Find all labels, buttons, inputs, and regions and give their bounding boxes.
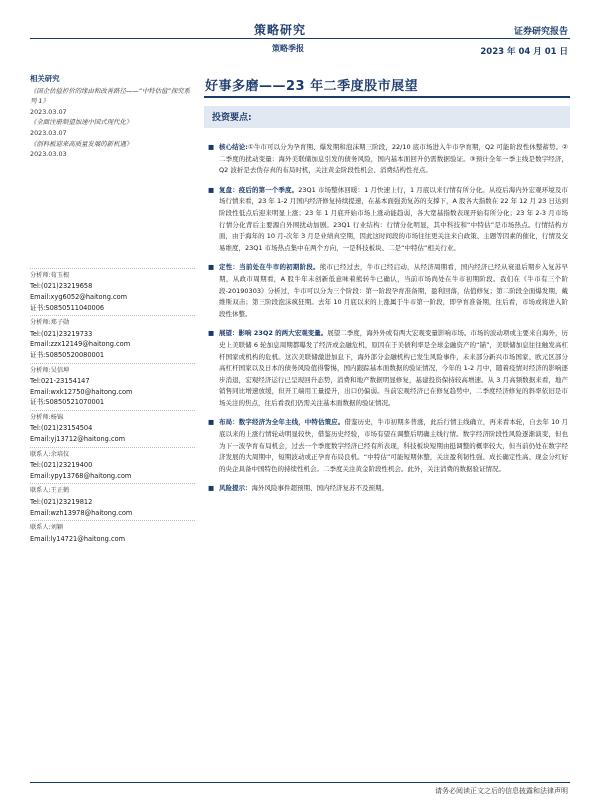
header-subtitle: 策略季报	[272, 44, 304, 53]
analyst-cert: 证书:S0850521070001	[30, 398, 105, 407]
paragraph-lead: 布局：数字经济为全年主线，中特估策应。	[219, 418, 345, 427]
paragraph-text: 熊市已经过去，牛市已经启动，从经济周期看，国内经济已经从衰退后期步入复苏早期，从政市周期看，A 股牛年未创新低意味着熊转牛已确认，当前市场尚处在牛市初期阶段。我们在《牛市有三个阶段-20190303》分析过，牛市可以分为三个阶段：第一阶段孕育准备期，盈利回落，估值修复；第二阶段全面爆发期，戴维斯双击；第三阶段泡沫疯狂期。去年 10 月底以来的上涨属于牛市第一阶段，即孕育准备期，往后看，市场或将进入阶段性休整。	[219, 263, 569, 318]
footer-disclaimer: 请务必阅读正文之后的信息披露和法律声明	[435, 787, 568, 795]
analyst-name: 分析师:吴信坤	[30, 366, 70, 374]
related-date: 2023.03.07	[30, 128, 67, 137]
title-rule	[204, 96, 570, 98]
contact-email[interactable]: Email:wzh13978@haitong.com	[30, 508, 133, 517]
paragraph-text: ①牛市可以分为孕育期、爆发期和泡沫期三阶段，22/10 底市场进入牛市孕育期，Q2 可能阶段性休整蓄势。②二季度的扰动变量：海外美联储加息引发的债务风险，国内基本面回升仍需数据验证。③预计全年一季主线是数字经济，Q2 波折是去伪存真的布局时机，关注黄金阶段性机会、消费结构性亮点。	[219, 143, 568, 175]
analyst-email[interactable]: Email:zzx12149@haitong.com	[30, 340, 131, 349]
contact-email[interactable]: Email:ly14721@haitong.com	[30, 534, 126, 543]
report-type: 证券研究报告	[513, 27, 568, 37]
keypoints-banner	[204, 106, 570, 128]
analyst-list	[30, 268, 195, 545]
header-title: 策略研究	[254, 23, 307, 37]
analyst-name: 分析师:郑子勋	[30, 319, 70, 327]
paragraph-text: 海外风险事件超预期、国内经济复苏不及预期。	[251, 484, 388, 493]
paragraph-core-conclusion	[208, 142, 568, 177]
related-item[interactable]: 《创科板迎来高质量发展的新机遇》	[30, 139, 133, 148]
bullet-icon: ■	[208, 484, 215, 493]
keypoints-label: 投资要点:	[212, 113, 252, 123]
report-body	[208, 142, 568, 503]
paragraph-lead: 核心结论:	[219, 143, 248, 151]
analyst-cert: 证书:S0850520080001	[30, 350, 105, 359]
analyst-block	[30, 520, 195, 544]
contact-name: 联系人:王正鹤	[30, 487, 70, 495]
paragraph-outlook	[208, 328, 568, 409]
paragraph-lead: 展望：影响 23Q2 的两大宏观变量。	[219, 329, 328, 338]
bullet-icon: ■	[208, 143, 215, 151]
paragraph-lead: 复盘：疫后的第一个季度。	[219, 185, 299, 194]
sidebar	[30, 74, 195, 546]
related-item[interactable]: 《全面注册制望加速中国式现代化》	[30, 118, 133, 127]
analyst-email[interactable]: Email:wxk12750@haitong.com	[30, 387, 133, 396]
contact-email[interactable]: Email:ypy13768@haitong.com	[30, 471, 132, 480]
bullet-icon: ■	[208, 185, 215, 194]
related-date: 2023.03.03	[30, 150, 67, 159]
contact-name: 联系人:刘颖	[30, 524, 64, 532]
contact-tel: Tel:(021)23219812	[30, 498, 93, 507]
related-item[interactable]: 《国企估值折价的缘由和改善路径——“中特估值”探究系列 1》	[30, 86, 190, 106]
analyst-tel: Tel:(021)23219733	[30, 329, 93, 338]
paragraph-review	[208, 185, 568, 255]
analyst-block	[30, 410, 195, 445]
paragraph-lead: 风险提示：	[219, 484, 252, 493]
report-date: 2023 年 04 月 01 日	[480, 47, 568, 57]
analyst-tel: Tel:(021)23219658	[30, 282, 93, 291]
related-date: 2023.03.07	[30, 107, 67, 116]
analyst-email[interactable]: Email:yj13712@haitong.com	[30, 435, 126, 444]
paragraph-positioning	[208, 262, 568, 320]
paragraph-risk	[208, 483, 568, 495]
bullet-icon: ■	[208, 263, 215, 272]
related-research-title: 相关研究	[30, 74, 60, 83]
related-list	[30, 86, 195, 160]
footer-rule	[30, 782, 570, 783]
paragraph-lead: 定性：当前处在牛市的初期阶段。	[219, 263, 320, 272]
contact-tel: Tel:(021)23219400	[30, 461, 93, 470]
paragraph-allocation	[208, 417, 568, 475]
analyst-block	[30, 363, 195, 408]
analyst-block	[30, 268, 195, 313]
analyst-block	[30, 447, 195, 482]
paragraph-text: 23Q1 市场整体回暖：1 月快速上行，1 月底以来行情有所分化。从疫后海内外宏观环境及市场行情来看，23 年 1-2 月国内经济修复持续提速，在基本面强劲复苏的支撑下，A 股各大指数在 22 年 12 月 23 日达到阶段性低点后迎来明显上涨；23 年 1 月底开始市场上涨动能趋弱，各大宽基指数表现开始有所分化；23 年 2-3 月市场行情分化背后主要源自外围扰动加剧。23Q1 行业结构：行情分化明显，其中科技和“中特估”是市场热点。行情结构方面，由于海年的 10 月-次年 3 月是业绩真空期，因此这时间段的市场往往更关注来自政策、主题等因素的催化，行情及交易维度，23Q1 市场热点集中在两个方向，一是科技板块、二是“中特估”相关行业。	[219, 185, 568, 252]
analyst-email[interactable]: Email:xyg6052@haitong.com	[30, 292, 128, 301]
contact-name: 联系人:余培仪	[30, 450, 70, 458]
analyst-name: 分析师:荀玉根	[30, 271, 70, 279]
paragraph-text: 展望二季度，海外外或有两大宏观变量影响市场。市场的波动项或主要来自海外，历史上美联储 6 轮加息周期都曝发了经济或金融危机，原因在于美债利率是全球金融资产的“锚”，美联储加息往往触发高杠杆国家或机构的危机。这次美联储激进加息下，海外部分金融机构已发生风险事件，未来部分新兴市场国家、欧元区部分高杠杆国家以及日本的债务风险值得警惕，国内跟踪基本面数据的验证情况，今年的 1-2 月中，随着疫情对经济的影响逐步消退，宏观经济运行已呈现回升态势，消费和地产数据明显修复，基建投资保持较高增速。从 3 月高频数据来看，地产销售同比增速放缓，但开工端用工量提升，出口仍偏弱。当前宏观经济已在修复趋势中，二季度经济修复的斜率依旧是市场关注的焦点，往后看我们仍需关注基本面数据的验证情况。	[219, 329, 568, 407]
analyst-block	[30, 315, 195, 360]
header-rule	[30, 38, 570, 39]
analyst-tel: Tel:021-23154147	[30, 377, 90, 386]
paragraph-text: 借鉴历史，牛市初期多普涨，此后行情主线确立，再来看本轮，自去年 10 月底以来的上涨行情轮动明显较快，借鉴历史经验，市场有望在调整后明确主线行情。数字经济阶段性风险逐渐演变，但也为下一波孕育布局机会，过去一个季度数字经济已经有所表现，科技板块短期由挺调整的概率较大，但当前仍处在数字经济发展的大周期中，短期波动或正孕育布局良机。“中特估”可能短期休整，关注盈利韧性强、成长确定性高、现金分红好的央企具备中国特色的持续性机会。二季度关注黄金阶段性机会。此外，关注消费的数据验证情况。	[219, 418, 569, 473]
analyst-block	[30, 483, 195, 518]
bullet-icon: ■	[208, 418, 215, 427]
bullet-icon: ■	[208, 329, 215, 338]
report-title: 好事多磨——23 年二季度股市展望	[205, 79, 419, 94]
analyst-name: 分析师:杨锦	[30, 413, 64, 421]
analyst-cert: 证书:S0850511040006	[30, 303, 105, 312]
analyst-tel: Tel:(021)23154504	[30, 424, 93, 433]
